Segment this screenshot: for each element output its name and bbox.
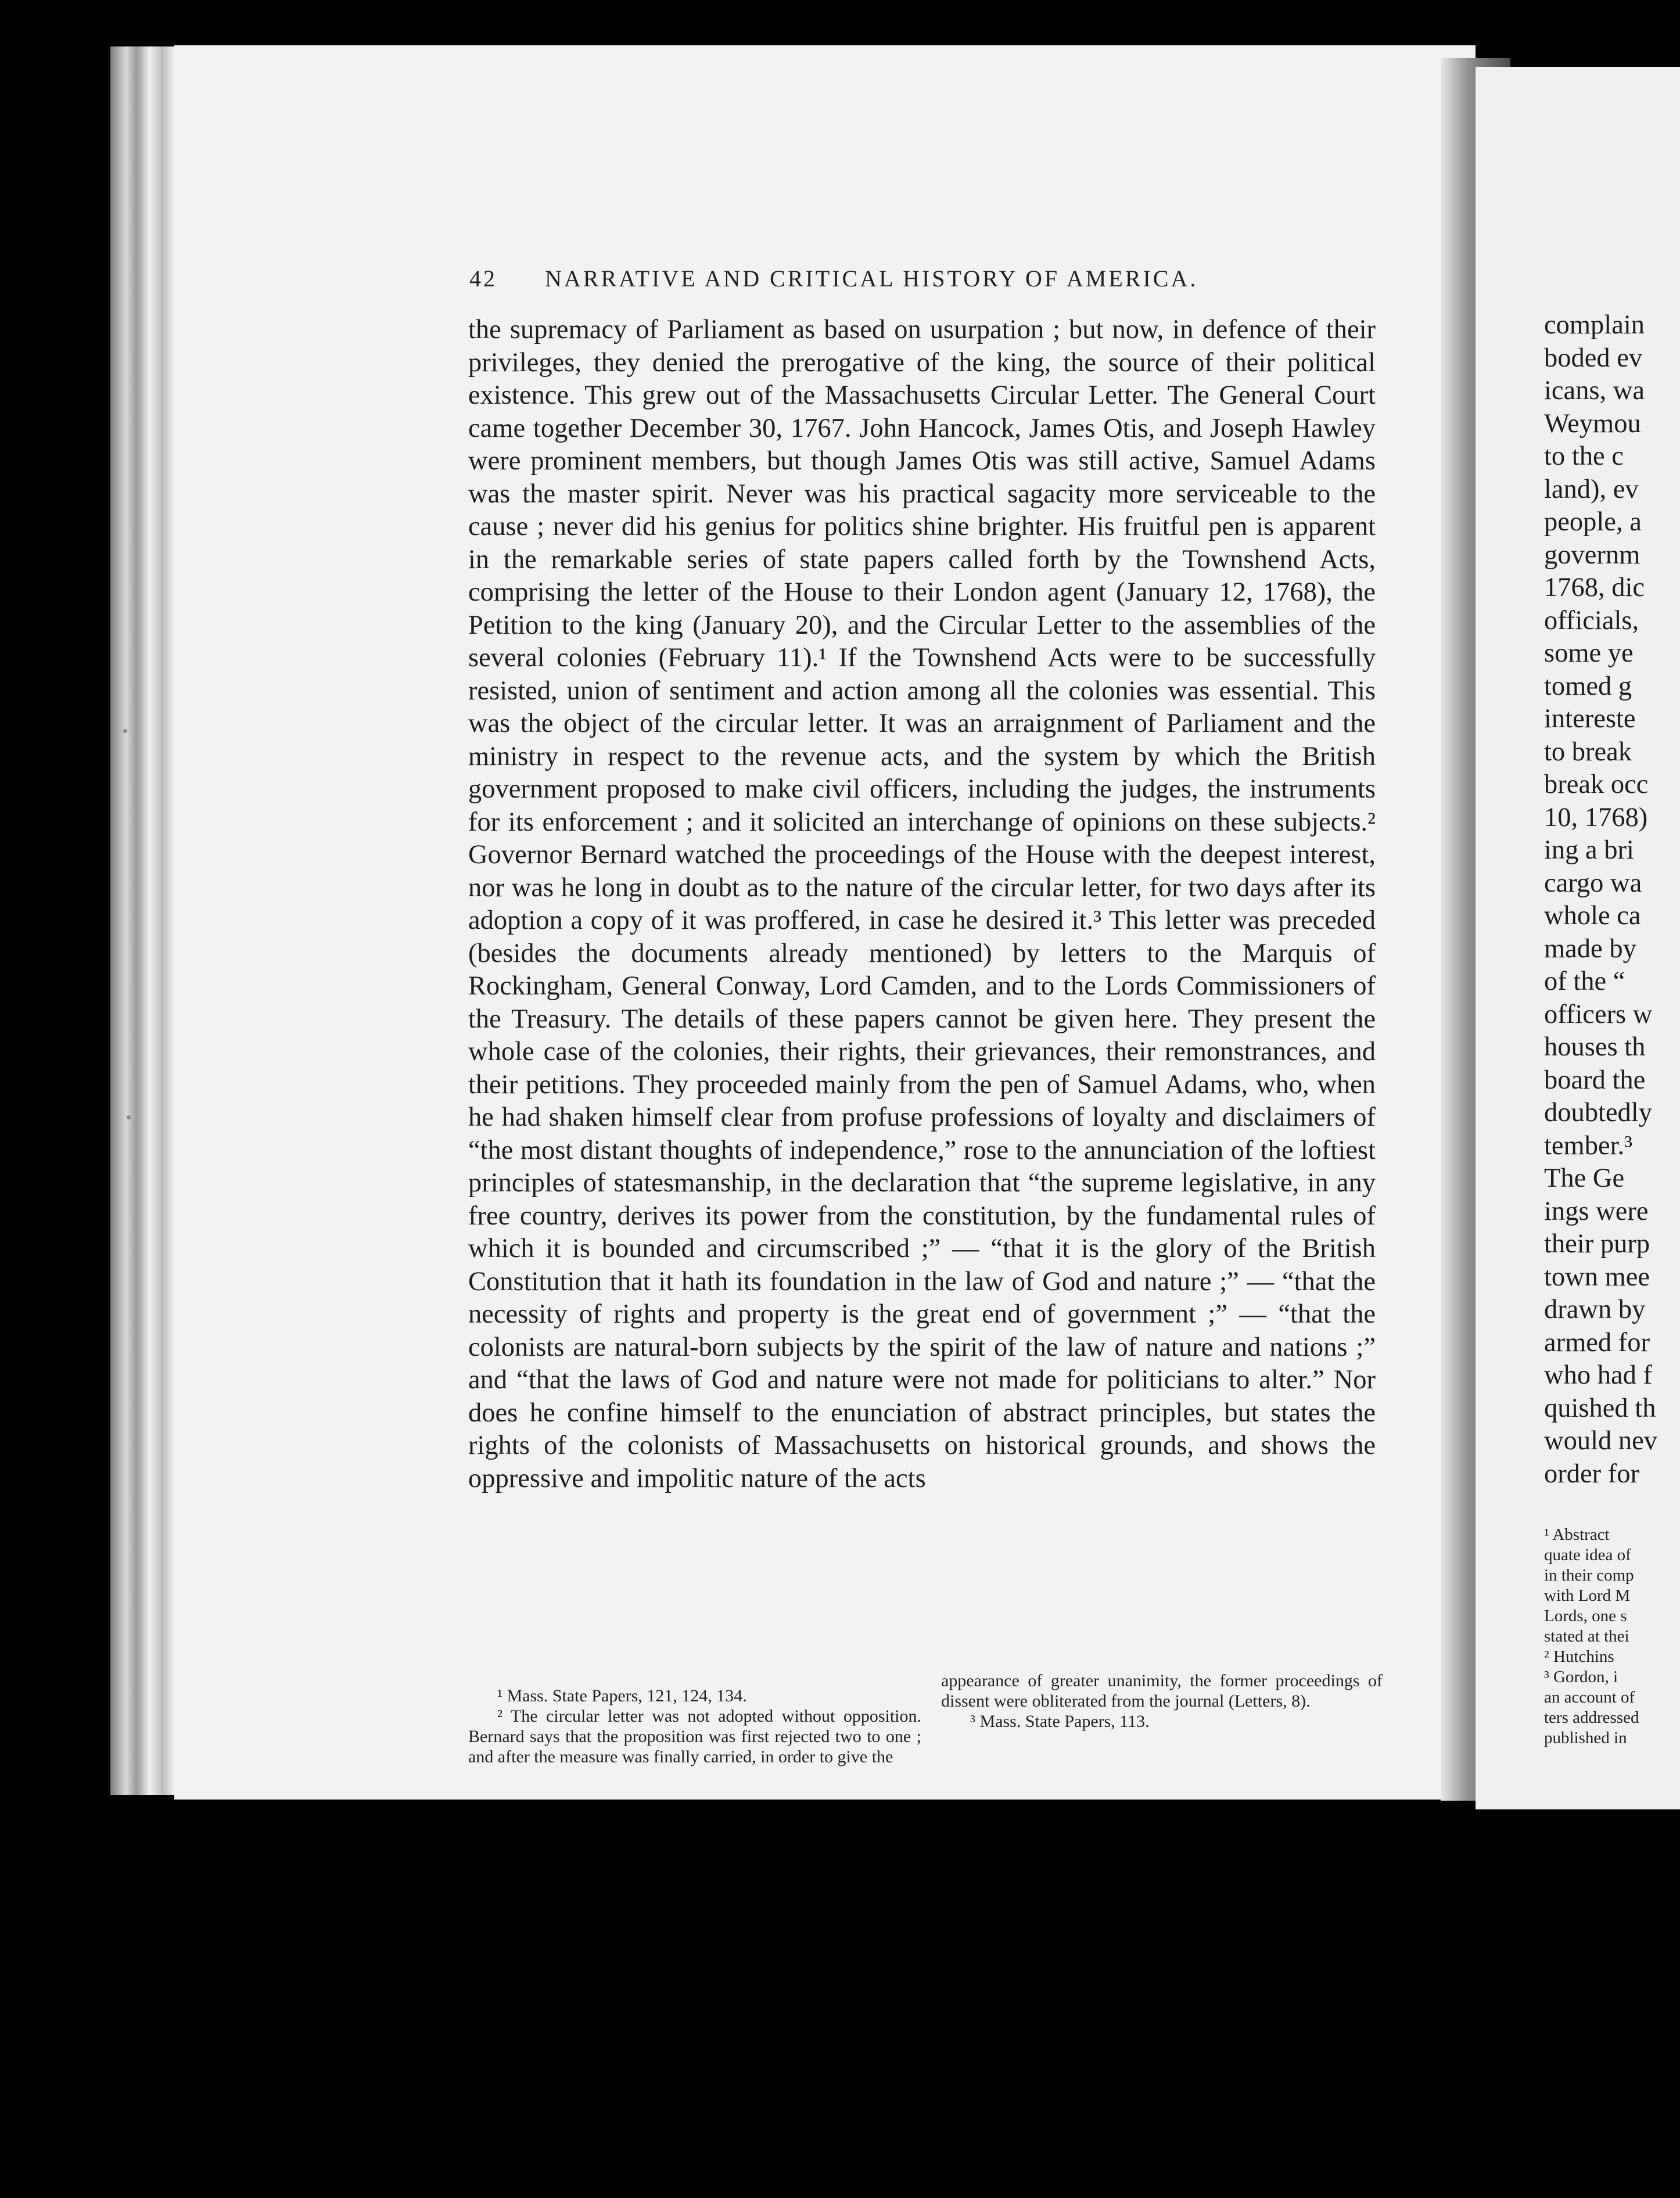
right-page-footnote-line: with Lord M <box>1544 1586 1631 1605</box>
scan-speck <box>127 1115 131 1119</box>
scan-speck <box>123 729 127 733</box>
right-page-line: 10, 1768) <box>1544 802 1648 832</box>
right-page-line: who had f <box>1544 1360 1652 1390</box>
right-page-line: order for <box>1544 1459 1639 1489</box>
right-page-footnote-line: ters addressed <box>1544 1708 1639 1727</box>
running-head-title: NARRATIVE AND CRITICAL HISTORY OF AMERICA. <box>545 265 1198 292</box>
right-page-line: quished th <box>1544 1393 1656 1423</box>
right-page-line: their purp <box>1544 1229 1650 1259</box>
right-page-line: ings were <box>1544 1196 1649 1226</box>
right-page-line: armed for <box>1544 1327 1650 1357</box>
right-page-line: governm <box>1544 540 1640 570</box>
footnote-1: ¹ Mass. State Papers, 121, 124, 134. <box>497 1686 747 1705</box>
right-page-footnote-line: ² Hutchins <box>1544 1647 1614 1666</box>
right-page-line: intereste <box>1544 704 1636 734</box>
right-page-line: land), ev <box>1544 474 1639 504</box>
right-page-line: officers w <box>1544 999 1653 1029</box>
right-page-line: officials, <box>1544 605 1639 635</box>
right-page-footnote-line: Lords, one s <box>1544 1607 1627 1625</box>
footnote-2-start: ² The circular letter was not adopted without opposition. Bernard says that the proposition was first rejected two to one ; and after the measure was finally carried, in order to give the <box>468 1707 921 1766</box>
right-page-line: town mee <box>1544 1262 1650 1292</box>
right-page-line: icans, wa <box>1544 376 1645 405</box>
right-page-line: tember.³ <box>1544 1130 1633 1161</box>
right-page-body <box>1544 309 1680 1491</box>
right-page-line: houses th <box>1544 1032 1646 1062</box>
right-page-line: ing a bri <box>1544 835 1634 865</box>
right-page <box>1476 67 1680 1809</box>
right-page-line: tomed g <box>1544 671 1632 701</box>
body-paragraph: the supremacy of Parliament as based on usurpation ; but now, in defence of their privileges, they denied the prerogative of the king, the source of their political existence. This grew out of the Massachusetts Circular Letter. The General Court came together December 30, 1767. John Hancock, James Otis, and Joseph Hawley were prominent members, but though James Otis was still active, Samuel Adams was the master spirit. Never was his practical sagacity more serviceable to the cause ; never did his genius for politics shine brighter. His fruitful pen is apparent in the remarkable series of state papers called forth by the Townshend Acts, comprising the letter of the House to their London agent (January 12, 1768), the Petition to the king (January 20), and the Circular Letter to the assemblies of the several colonies (February 11).¹ If the Townshend Acts were to be successfully resisted, union of sentiment and action among all the colonies was essential. This was the object of the circular letter. It was an arraignment of Parliament and the ministry in respect to the revenue acts, and the system by which the British government proposed to make civil officers, including the judges, the instruments for its enforcement ; and it solicited an interchange of opinions on these subjects.² Governor Bernard watched the proceedings of the House with the deepest interest, nor was he long in doubt as to the nature of the circular letter, for two days after its adoption a copy of it was proffered, in case he desired it.³ This letter was preceded (besides the documents already mentioned) by letters to the Marquis of Rockingham, General Conway, Lord Camden, and to the Lords Commissioners of the Treasury. The details of these papers cannot be given here. They present the whole case of the colonies, their rights, their grievances, their remonstrances, and their petitions. They proceeded mainly from the pen of Samuel Adams, who, when he had shaken himself clear from profuse professions of loyalty and disclaimers of “the most distant thoughts of independence,” rose to the annunciation of the loftiest principles of statesmanship, in the declaration that “the supreme legislative, in any free country, derives its power from the constitution, by the fundamental rules of which it is bounded and circumscribed ;” — “that it is the glory of the British Constitution that it hath its foundation in the law of God and nature ;” — “that the necessity of rights and property is the great end of government ;” — “that the colonists are natural-born subjects by the spirit of the law of nature and nations ;” and “that the laws of God and nature were not made for politicians to alter.” Nor does he confine himself to the enunciation of abstract principles, but states the rights of the colonists of Massachusetts on historical grounds, and shows the oppressive and impolitic nature of the acts <box>468 315 1376 1493</box>
footnote-3: ³ Mass. State Papers, 113. <box>970 1712 1150 1731</box>
right-page-line: some ye <box>1544 638 1634 668</box>
right-page-line: 1768, dic <box>1544 573 1645 602</box>
right-page-footnote-line: in their comp <box>1544 1566 1634 1585</box>
right-page-line: whole ca <box>1544 901 1641 931</box>
right-page-line: would nev <box>1544 1426 1658 1456</box>
right-page-line: made by <box>1544 933 1636 964</box>
footnote-2-end: appearance of greater unanimity, the former proceedings of dissent were obliterated from the journal (Letters, 8). <box>941 1671 1383 1711</box>
right-page-footnote-line: stated at thei <box>1544 1627 1629 1646</box>
right-page-line: people, a <box>1544 507 1642 537</box>
right-page-footnote-line: an account of <box>1544 1688 1635 1707</box>
right-page-footnotes <box>1544 1525 1680 1748</box>
right-page-line: drawn by <box>1544 1295 1646 1324</box>
right-page-line: boded ev <box>1544 343 1643 373</box>
right-page-line: The Ge <box>1544 1163 1625 1193</box>
right-page-line: to the c <box>1544 441 1624 471</box>
right-page-line: complain <box>1544 310 1645 340</box>
right-page-footnote-line: ¹ Abstract <box>1544 1525 1610 1544</box>
right-page-line: Weymou <box>1544 408 1641 439</box>
right-page-line: to break <box>1544 737 1632 767</box>
right-page-line: board the <box>1544 1065 1646 1095</box>
running-header <box>469 265 1198 292</box>
main-text <box>468 314 1376 1495</box>
right-page-line: doubtedly <box>1544 1098 1652 1127</box>
footnotes-right-column <box>941 1671 1383 1732</box>
right-page-footnote-line: quate idea of <box>1544 1546 1631 1564</box>
right-page-footnote-line: published in <box>1544 1729 1627 1747</box>
right-page-line: break occ <box>1544 770 1649 799</box>
page-number: 42 <box>469 265 497 292</box>
right-page-footnote-line: ³ Gordon, i <box>1544 1668 1618 1686</box>
right-page-line: cargo wa <box>1544 868 1642 898</box>
right-page-line: of the “ <box>1544 967 1625 996</box>
footnotes-left-column <box>468 1686 921 1767</box>
